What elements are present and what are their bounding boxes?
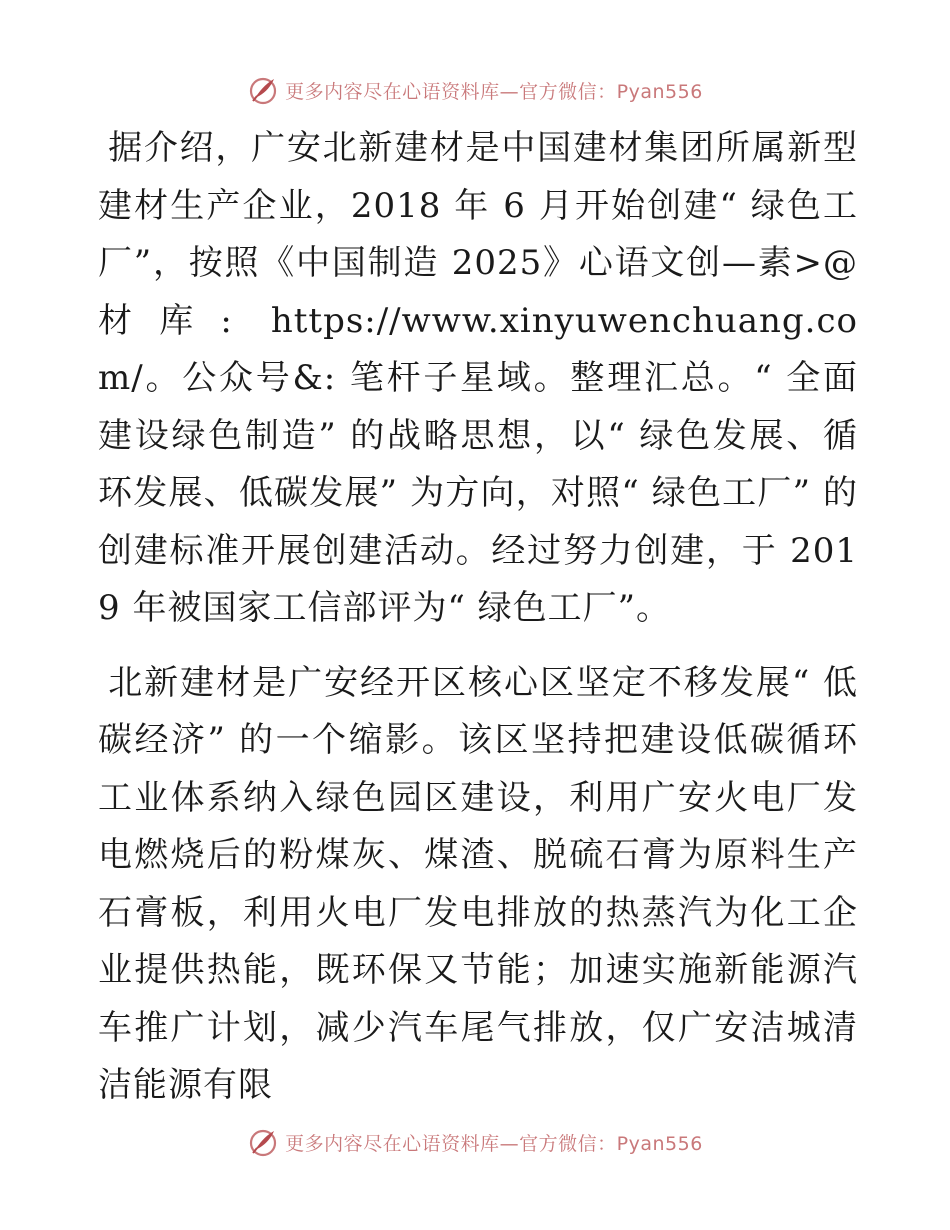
paragraph-2: 北新建材是广安经开区核心区坚定不移发展“ 低碳经济” 的一个缩影。该区坚持把建设低碳循环工业体系纳入绿色园区建设，利用广安火电厂发电燃烧后的粉煤灰、煤渣、脱硫石膏为原料生产石膏板，利用火电厂发电排放的热蒸汽为化工企业提供热能，既环保又节能；加速实施新能源汽车推广计划，减少汽车尾气排放，仅广安洁城清洁能源有限	[98, 662, 858, 1105]
quill-logo-icon	[247, 74, 279, 106]
header-watermark	[0, 72, 950, 108]
document-body	[98, 120, 858, 1132]
quill-logo-icon	[247, 1126, 279, 1158]
header-watermark-group	[247, 74, 703, 106]
footer-watermark-group	[247, 1126, 703, 1158]
header-watermark-text: 更多内容尽在心语资料库—官方微信：Pyan556	[285, 80, 703, 103]
paragraph-1: 据介绍，广安北新建材是中国建材集团所属新型建材生产企业，2018 年 6 月开始创建“ 绿色工厂”，按照《中国制造 2025》心语文创—素>@材库: https://www.xinyuwenchuang.com/。公众号&: 笔杆子星域。整理汇总。“ 全面建设绿色制造” 的战略思想，以“ 绿色发展、循环发展、低碳发展” 为方向，对照“ 绿色工厂” 的创建标准开展创建活动。经过努力创建，于 2019 年被国家工信部评为“ 绿色工厂”。	[98, 128, 858, 628]
footer-watermark	[0, 1124, 950, 1160]
footer-watermark-text: 更多内容尽在心语资料库—官方微信：Pyan556	[285, 1132, 703, 1155]
